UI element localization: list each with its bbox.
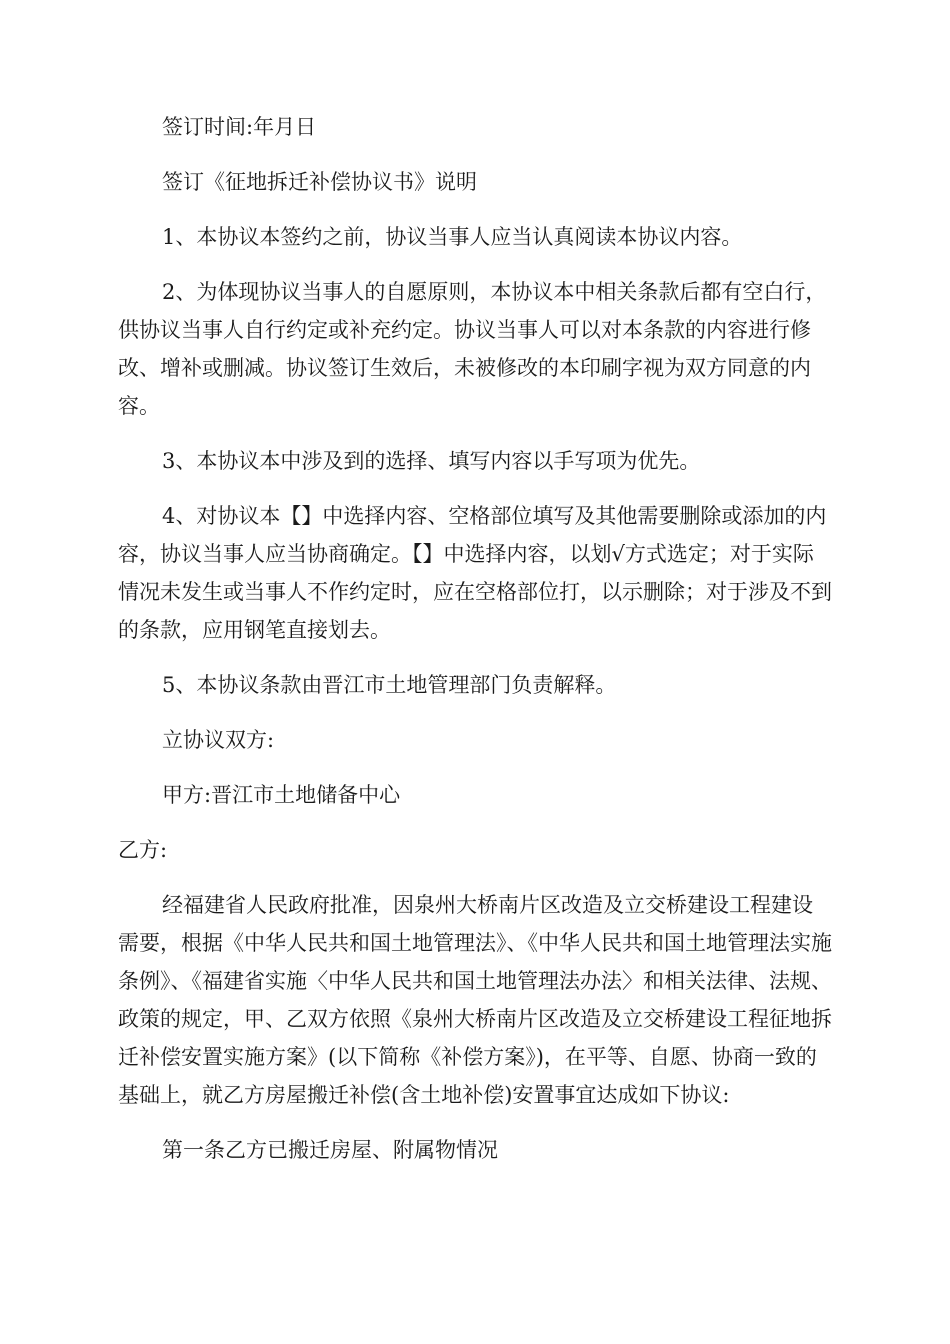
parties-heading: 立协议双方: xyxy=(162,728,275,752)
party-b-line: 乙方: xyxy=(118,838,168,862)
instruction-item-3: 3、本协议本中涉及到的选择、填写内容以手写项为优先。 xyxy=(162,449,701,473)
agreement-preamble: 经福建省人民政府批准，因泉州大桥南片区改造及立交桥建设工程建设需要，根据《中华人民共和国土地管理法》、《中华人民共和国土地管理法实施条例》、《福建省实施〈中华人民共和国土地管理法办法〉和相关法律、法规、政策的规定，甲、乙双方依照《泉州大桥南片区改造及立交桥建设工程征地拆迁补偿安置实施方案》(以下简称《补偿方案》)，在平等、自愿、协商一致的基础上，就乙方房屋搬迁补偿(含土地补偿)安置事宜达成如下协议: xyxy=(118,893,832,1107)
document-body xyxy=(118,108,833,1186)
party-a-line: 甲方:晋江市土地储备中心 xyxy=(162,783,401,807)
instructions-heading: 签订《征地拆迁补偿协议书》说明 xyxy=(162,170,477,194)
instruction-item-5: 5、本协议条款由晋江市土地管理部门负责解释。 xyxy=(162,673,617,697)
instruction-item-4: 4、对协议本【】中选择内容、空格部位填写及其他需要删除或添加的内容，协议当事人应当协商确定。【】中选择内容，以划√方式选定；对于实际情况未发生或当事人不作约定时，应在空格部位打，以示删除；对于涉及不到的条款，应用钢笔直接划去。 xyxy=(118,504,832,642)
signing-date-line: 签订时间:年月日 xyxy=(162,115,317,139)
instruction-item-1: 1、本协议本签约之前，协议当事人应当认真阅读本协议内容。 xyxy=(162,225,743,249)
article-1-heading: 第一条乙方已搬迁房屋、附属物情况 xyxy=(162,1138,498,1162)
instruction-item-2: 2、为体现协议当事人的自愿原则，本协议本中相关条款后都有空白行，供协议当事人自行约定或补充约定。协议当事人可以对本条款的内容进行修改、增补或删减。协议签订生效后，未被修改的本印刷字视为双方同意的内容。 xyxy=(118,280,827,418)
